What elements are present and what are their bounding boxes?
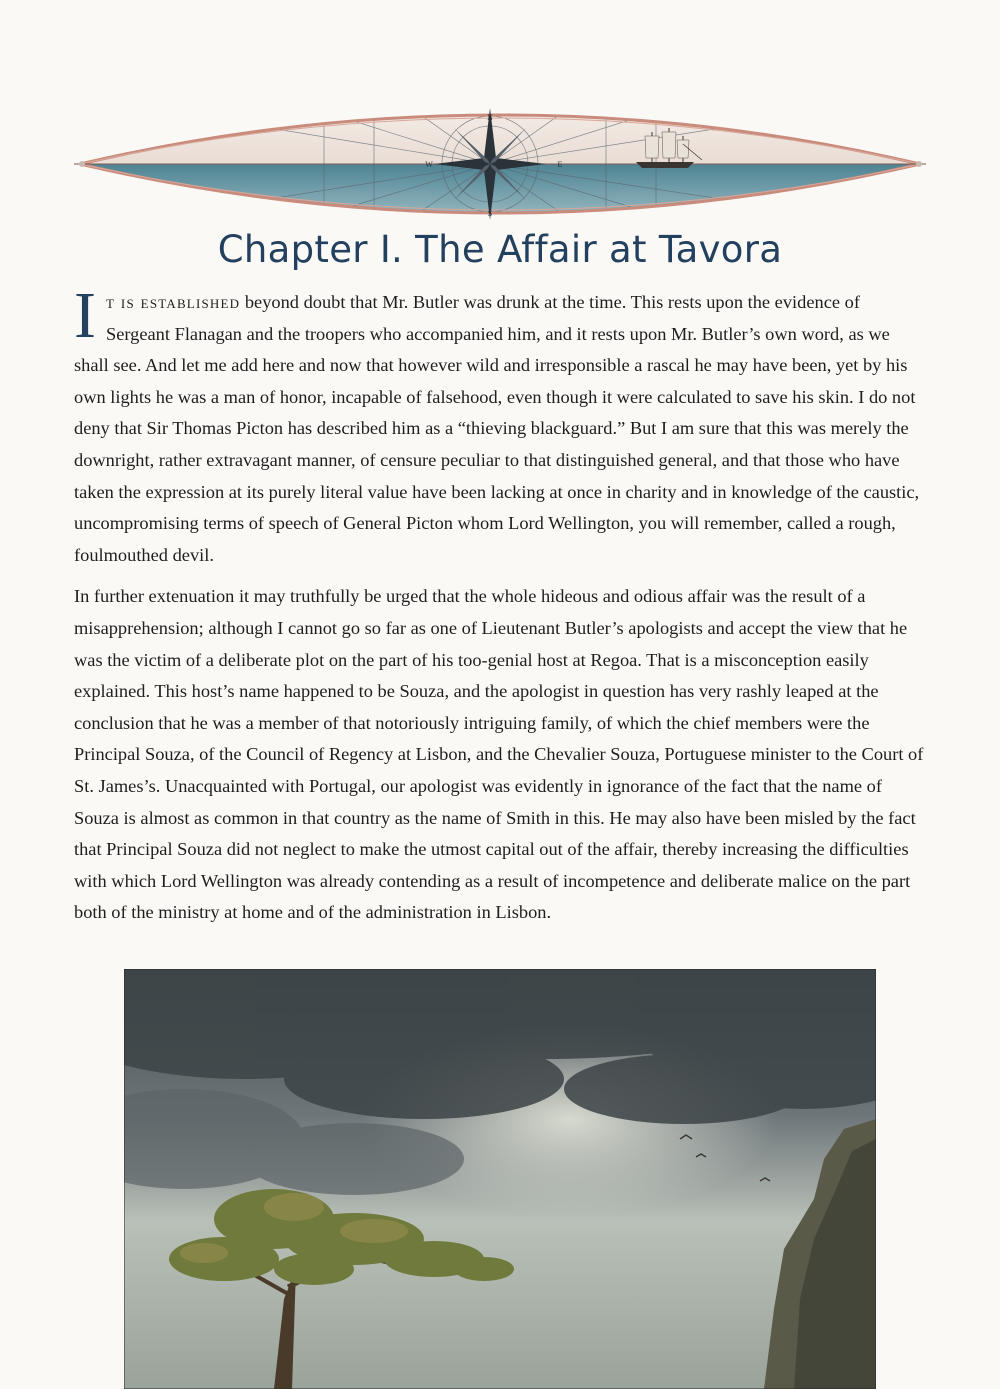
compass-label-w: W <box>425 160 433 169</box>
chapter-body <box>74 279 927 939</box>
paragraph-1 <box>74 279 927 571</box>
drop-cap: I <box>74 279 96 352</box>
banner-end-right-icon <box>916 161 922 167</box>
compass-label-e: E <box>557 160 563 169</box>
lead-in-small-caps: t is established <box>105 292 241 312</box>
banner-end-left-icon <box>79 161 85 167</box>
compass-label-s: S <box>487 209 493 218</box>
paragraph-2: In further extenuation it may truthfully be urged that the whole hideous and odious affair was the result of a misapprehension; although I cannot go so far as one of Lieutenant Butler’s apologists and accept the view that he was the victim of a deliberate plot on the part of his too-genial host at Regoa. That is a misconception easily explained. This host’s name happened to be Souza, and the apologist in question has very rashly leaped at the conclusion that he was a member of that notoriously intriguing family, of which the chief members were the Principal Souza, of the Council of Regency at Lisbon, and the Chevalier Souza, Portuguese minister to the Court of St. James’s. Unacquainted with Portugal, our apologist was evidently in ignorance of the fact that the name of Souza is almost as common in that country as the name of Smith in this. He may also have been misled by the fact that Principal Souza did not neglect to make the utmost capital out of the affair, thereby increasing the difficulties with which Lord Wellington was already contending as a result of incompetence and deliberate malice on the part both of the ministry at home and of the administration in Lisbon. <box>74 586 924 923</box>
chapter-title: Chapter I. The Affair at Tavora <box>217 228 783 271</box>
paragraph-1-text: beyond doubt that Mr. Butler was drunk at the time. This rests upon the evidence of Sergeant Flanagan and the troopers who accompanied him, and it rests upon Mr. Butler’s own word, as we shall see. And let me add here and now that however wild and irresponsible a rascal he may have been, yet by his own lights he was a man of honor, incapable of falsehood, even though it were calculated to save his skin. I do not deny that Sir Thomas Picton has described him as a “thieving blackguard.” But I am sure that this was merely the downright, rather extravagant manner, of censure peculiar to that distinguished general, and that those who have taken the expression at its purely literal value have been lacking at once in charity and in knowledge of the caustic, uncompromising terms of speech of General Picton whom Lord Wellington, you will remember, called a rough, foulmouthed devil. <box>74 292 920 565</box>
compass-label-n: N <box>487 113 493 122</box>
chapter-banner-illustration <box>74 96 926 230</box>
storm-landscape-painting <box>124 969 876 1389</box>
